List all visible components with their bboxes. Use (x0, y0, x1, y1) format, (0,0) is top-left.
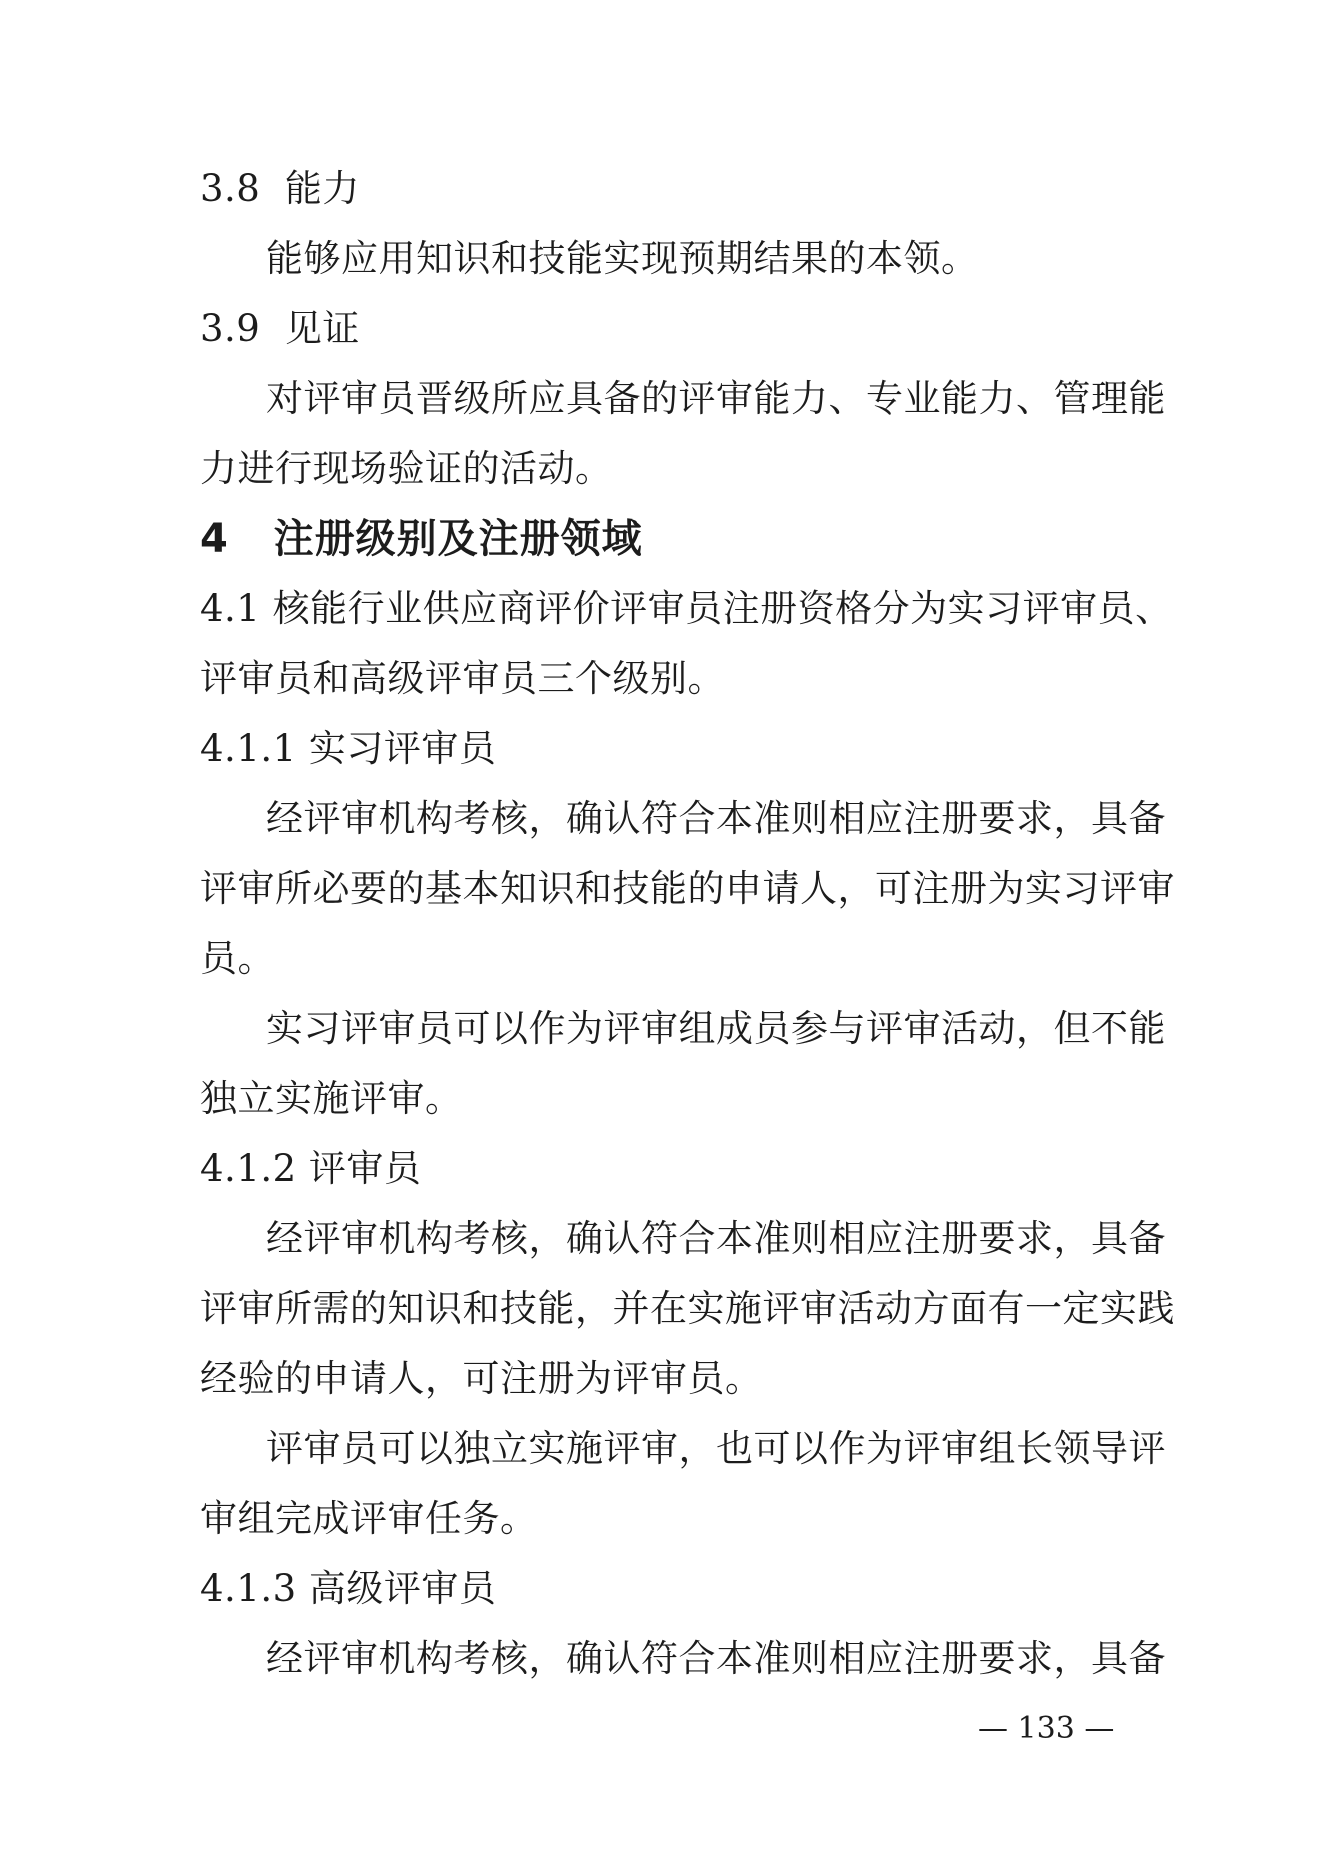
clause-4-1-line-1: 4.1 核能行业供应商评价评审员注册资格分为实习评审员、 (200, 587, 1173, 630)
paragraph-witness-line-2: 力进行现场验证的活动。 (200, 447, 613, 490)
para-senior-auditor-line-1: 经评审机构考核，确认符合本准则相应注册要求，具备 (266, 1637, 1166, 1680)
para-auditor-line-3: 经验的申请人，可注册为评审员。 (200, 1357, 763, 1400)
para-trainee-role-line-2: 独立实施评审。 (200, 1077, 463, 1120)
para-trainee-line-3: 员。 (200, 937, 275, 980)
para-trainee-line-1: 经评审机构考核，确认符合本准则相应注册要求，具备 (266, 797, 1166, 840)
para-auditor-role-line-1: 评审员可以独立实施评审，也可以作为评审组长领导评 (266, 1427, 1166, 1470)
para-auditor-role-line-2: 审组完成评审任务。 (200, 1497, 538, 1540)
para-auditor-line-2: 评审所需的知识和技能，并在实施评审活动方面有一定实践 (200, 1287, 1175, 1330)
paragraph-witness-line-1: 对评审员晋级所应具备的评审能力、专业能力、管理能 (266, 377, 1166, 420)
heading-4-1-1: 4.1.1 实习评审员 (200, 727, 497, 770)
clause-4-1-line-2: 评审员和高级评审员三个级别。 (200, 657, 725, 700)
document-body (200, 154, 1175, 1694)
para-trainee-line-2: 评审所必要的基本知识和技能的申请人，可注册为实习评审 (200, 867, 1175, 910)
heading-3-9: 3.9 见证 (200, 307, 360, 350)
heading-4: 4 注册级别及注册领域 (200, 516, 643, 562)
page-number: — 133 — (978, 1711, 1115, 1746)
para-auditor-line-1: 经评审机构考核，确认符合本准则相应注册要求，具备 (266, 1217, 1166, 1260)
para-trainee-role-line-1: 实习评审员可以作为评审组成员参与评审活动，但不能 (266, 1007, 1166, 1050)
heading-3-8: 3.8 能力 (200, 167, 360, 210)
heading-4-1-3: 4.1.3 高级评审员 (200, 1567, 497, 1610)
heading-4-1-2: 4.1.2 评审员 (200, 1147, 422, 1190)
definition-capability: 能够应用知识和技能实现预期结果的本领。 (266, 237, 979, 280)
